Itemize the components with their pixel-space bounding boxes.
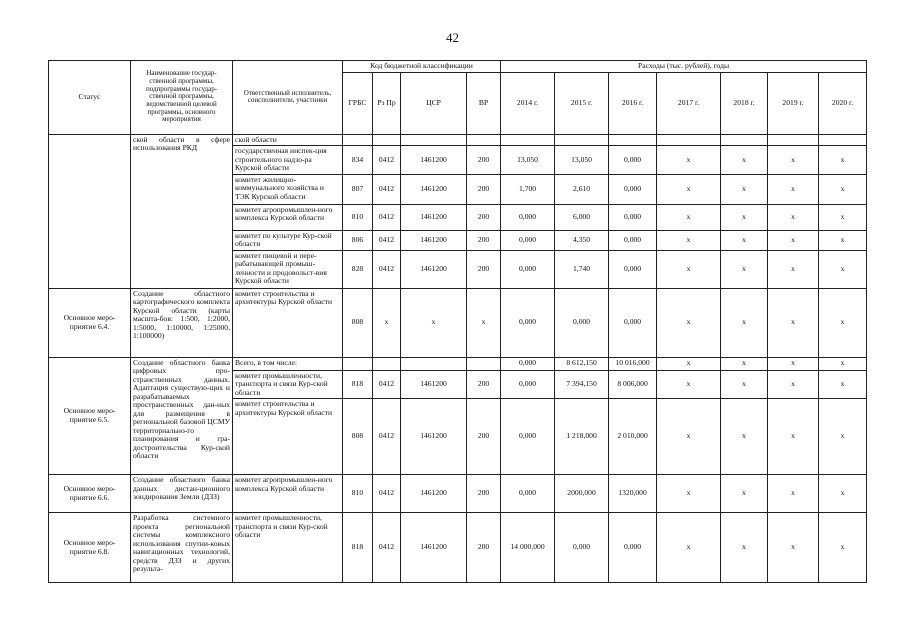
executor-cell: комитет жилищно-коммунального хозяйства и ТЭК Курской области: [233, 174, 343, 204]
expense-cell: х: [721, 288, 768, 357]
expense-cell: 1 218,000: [555, 399, 609, 475]
expense-cell: х: [819, 250, 867, 288]
budget-table: [48, 60, 867, 583]
header-vr: ВР: [467, 72, 501, 134]
expense-cell: х: [819, 288, 867, 357]
expense-cell: 1320,000: [609, 475, 657, 513]
expense-cell: х: [819, 370, 867, 399]
expense-cell: х: [721, 399, 768, 475]
expense-cell: х: [819, 357, 867, 370]
status-cell: Основное меро-приятие 6.5.: [49, 357, 131, 475]
expense-cell: 4,350: [555, 230, 609, 250]
csr-cell: 1461200: [401, 174, 467, 204]
expense-cell: х: [721, 513, 768, 583]
expense-cell: 6,000: [555, 204, 609, 230]
header-rzpr: Рз Пр: [373, 72, 401, 134]
expense-cell: х: [768, 370, 819, 399]
executor-cell: комитет пищевой и пере-рабатывающей промыш-ленности и продовольст-вия Курской области: [233, 250, 343, 288]
expense-cell: 8 612,150: [555, 357, 609, 370]
expense-cell: 2,610: [555, 174, 609, 204]
executor-cell: комитет строительства и архитектуры Курской области: [233, 399, 343, 475]
expense-cell: х: [819, 146, 867, 175]
expense-cell: 1,700: [501, 174, 555, 204]
vr-cell: 200: [467, 475, 501, 513]
rzpr-cell: 0412: [373, 475, 401, 513]
grbs-cell: [343, 357, 373, 370]
header-year: 2016 г.: [609, 72, 657, 134]
csr-cell: [401, 134, 467, 146]
expense-cell: [721, 134, 768, 146]
expense-cell: х: [721, 204, 768, 230]
expense-cell: 0,000: [501, 399, 555, 475]
executor-cell: комитет строительства и архитектуры Курской области: [233, 288, 343, 357]
csr-cell: 1461200: [401, 475, 467, 513]
csr-cell: х: [401, 288, 467, 357]
expense-cell: 0,000: [501, 370, 555, 399]
expense-cell: 10 016,000: [609, 357, 657, 370]
grbs-cell: 807: [343, 174, 373, 204]
program-name-cell: Создание областного банка цифровых про-странственных данных. Адаптация существую-щих и разрабатываемых пространственных дан-ных для размещения в региональной базовой ЦСМУ территориально-го планирования и гра-достроительства Кур-ской области: [131, 357, 233, 475]
csr-cell: 1461200: [401, 399, 467, 475]
vr-cell: 200: [467, 250, 501, 288]
csr-cell: 1461200: [401, 250, 467, 288]
table-row: [49, 357, 867, 370]
header-name: Наименование государ-ственной программы, подпрограммы государ-ственной программы, ведомственной целевой программы, основного мероприятия: [131, 61, 233, 135]
expense-cell: х: [657, 513, 721, 583]
expense-cell: 2000,000: [555, 475, 609, 513]
table-row: [49, 513, 867, 583]
vr-cell: 200: [467, 399, 501, 475]
csr-cell: 1461200: [401, 370, 467, 399]
vr-cell: х: [467, 288, 501, 357]
expense-cell: 0,000: [501, 475, 555, 513]
csr-cell: 1461200: [401, 230, 467, 250]
vr-cell: 200: [467, 370, 501, 399]
expense-cell: 8 006,000: [609, 370, 657, 399]
expense-cell: х: [657, 357, 721, 370]
rzpr-cell: 0412: [373, 513, 401, 583]
expense-cell: х: [768, 475, 819, 513]
expense-cell: 0,000: [501, 250, 555, 288]
csr-cell: 1461200: [401, 513, 467, 583]
vr-cell: [467, 357, 501, 370]
vr-cell: [467, 134, 501, 146]
header-year: 2014 г.: [501, 72, 555, 134]
expense-cell: х: [657, 174, 721, 204]
expense-cell: 13,050: [555, 146, 609, 175]
expense-cell: х: [768, 250, 819, 288]
csr-cell: [401, 357, 467, 370]
program-name-cell: Создание областного картографического комплекта Курской области (карты масшта-бов: 1:500, 1:2000, 1:5000, 1:10000, 1:25000, 1:100000): [131, 288, 233, 357]
expense-cell: х: [768, 230, 819, 250]
expense-cell: х: [819, 174, 867, 204]
expense-cell: 13,050: [501, 146, 555, 175]
expense-cell: х: [819, 399, 867, 475]
executor-cell: комитет по культуре Кур-ской области: [233, 230, 343, 250]
expense-cell: [657, 134, 721, 146]
expense-cell: 0,000: [609, 288, 657, 357]
expense-cell: 0,000: [609, 250, 657, 288]
executor-cell: комитет агропромышлен-ного комплекса Курской области: [233, 204, 343, 230]
expense-cell: 0,000: [555, 288, 609, 357]
grbs-cell: 828: [343, 250, 373, 288]
vr-cell: 200: [467, 174, 501, 204]
expense-cell: [609, 134, 657, 146]
rzpr-cell: 0412: [373, 146, 401, 175]
status-cell: Основное меро-приятие 6.6.: [49, 475, 131, 513]
executor-cell: комитет промышленности, транспорта и связи Кур-ской области: [233, 370, 343, 399]
rzpr-cell: 0412: [373, 370, 401, 399]
expense-cell: 0,000: [609, 204, 657, 230]
table-row: [49, 475, 867, 513]
page-number: 42: [446, 30, 459, 45]
expense-cell: 1,740: [555, 250, 609, 288]
expense-cell: х: [721, 146, 768, 175]
rzpr-cell: 0412: [373, 204, 401, 230]
program-name-cell: Создание областного банка данных дистан-ционного зондирования Земли (ДЗЗ): [131, 475, 233, 513]
expense-cell: 7 394,150: [555, 370, 609, 399]
expense-cell: 0,000: [609, 146, 657, 175]
vr-cell: 200: [467, 146, 501, 175]
header-expenses: Расходы (тыс. рублей), годы: [501, 61, 867, 73]
expense-cell: 0,000: [501, 357, 555, 370]
rzpr-cell: 0412: [373, 250, 401, 288]
table-row: [49, 288, 867, 357]
grbs-cell: 810: [343, 204, 373, 230]
grbs-cell: 808: [343, 399, 373, 475]
expense-cell: х: [721, 357, 768, 370]
expense-cell: х: [819, 230, 867, 250]
expense-cell: 14 000,000: [501, 513, 555, 583]
status-cell: Основное меро-приятие 6.4.: [49, 288, 131, 357]
expense-cell: 0,000: [555, 513, 609, 583]
executor-cell: комитет агропромышлен-ного комплекса Курской области: [233, 475, 343, 513]
expense-cell: х: [819, 513, 867, 583]
executor-cell: государственная инспек-ция строительного надзо-ра Курской области: [233, 146, 343, 175]
expense-cell: х: [721, 475, 768, 513]
expense-cell: х: [657, 399, 721, 475]
rzpr-cell: 0412: [373, 399, 401, 475]
executor-cell: Всего, в том числе:: [233, 357, 343, 370]
expense-cell: 0,000: [609, 174, 657, 204]
executor-cell: ской области: [233, 134, 343, 146]
program-name-cell: ской области в сфере использования РКД: [131, 134, 233, 288]
expense-cell: х: [657, 250, 721, 288]
rzpr-cell: [373, 134, 401, 146]
table-row: [49, 134, 867, 146]
csr-cell: 1461200: [401, 146, 467, 175]
expense-cell: [768, 134, 819, 146]
grbs-cell: 810: [343, 475, 373, 513]
expense-cell: х: [721, 230, 768, 250]
expense-cell: 2 010,000: [609, 399, 657, 475]
expense-cell: х: [768, 288, 819, 357]
expense-cell: х: [768, 357, 819, 370]
grbs-cell: 818: [343, 370, 373, 399]
header-grbs: ГРБС: [343, 72, 373, 134]
expense-cell: х: [721, 174, 768, 204]
header-year: 2015 г.: [555, 72, 609, 134]
expense-cell: х: [768, 513, 819, 583]
expense-cell: х: [768, 204, 819, 230]
grbs-cell: 818: [343, 513, 373, 583]
expense-cell: 0,000: [501, 230, 555, 250]
expense-cell: 0,000: [609, 513, 657, 583]
expense-cell: [501, 134, 555, 146]
expense-cell: х: [721, 370, 768, 399]
status-cell: Основное меро-приятие 6.8.: [49, 513, 131, 583]
expense-cell: 0,000: [609, 230, 657, 250]
vr-cell: 200: [467, 230, 501, 250]
header-year: 2020 г.: [819, 72, 867, 134]
header-executor: Ответственный исполнитель, соисполнители, участники: [233, 61, 343, 135]
expense-cell: 0,000: [501, 288, 555, 357]
expense-cell: [555, 134, 609, 146]
csr-cell: 1461200: [401, 204, 467, 230]
expense-cell: х: [657, 370, 721, 399]
vr-cell: 200: [467, 204, 501, 230]
expense-cell: х: [657, 230, 721, 250]
expense-cell: [819, 134, 867, 146]
header-csr: ЦСР: [401, 72, 467, 134]
vr-cell: 200: [467, 513, 501, 583]
header-status: Статус: [49, 61, 131, 135]
expense-cell: х: [721, 250, 768, 288]
rzpr-cell: [373, 357, 401, 370]
program-name-cell: Разработка системного проекта региональной системы комплексного использования спутни-ковых навигационных технологий, средств ДЗЗ и других результа-: [131, 513, 233, 583]
status-cell: [49, 134, 131, 288]
grbs-cell: 808: [343, 288, 373, 357]
rzpr-cell: х: [373, 288, 401, 357]
expense-cell: х: [768, 174, 819, 204]
expense-cell: х: [768, 399, 819, 475]
expense-cell: х: [657, 146, 721, 175]
expense-cell: х: [768, 146, 819, 175]
executor-cell: комитет промышленности, транспорта и связи Кур-ской области: [233, 513, 343, 583]
expense-cell: х: [819, 475, 867, 513]
header-year: 2017 г.: [657, 72, 721, 134]
rzpr-cell: 0412: [373, 230, 401, 250]
expense-cell: 0,000: [501, 204, 555, 230]
header-year: 2019 г.: [768, 72, 819, 134]
header-budget-code: Код бюджетной классификации: [343, 61, 501, 73]
rzpr-cell: 0412: [373, 174, 401, 204]
expense-cell: х: [819, 204, 867, 230]
grbs-cell: [343, 134, 373, 146]
grbs-cell: 806: [343, 230, 373, 250]
grbs-cell: 834: [343, 146, 373, 175]
expense-cell: х: [657, 288, 721, 357]
header-year: 2018 г.: [721, 72, 768, 134]
expense-cell: х: [657, 475, 721, 513]
expense-cell: х: [657, 204, 721, 230]
